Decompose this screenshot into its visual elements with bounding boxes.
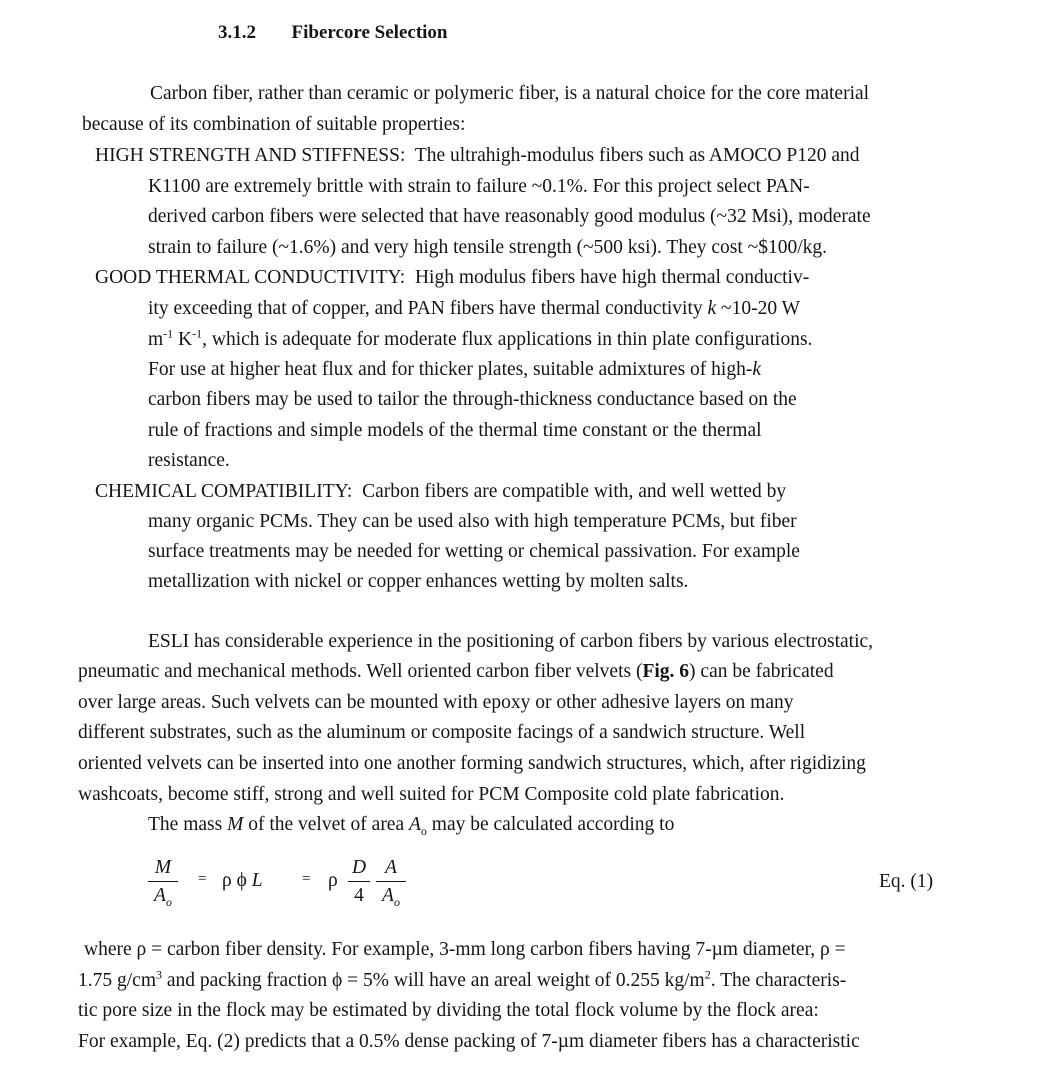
- esli-line-6: washcoats, become stiff, strong and well suited for PCM Composite cold plate fabrication.: [78, 784, 785, 805]
- cm-exponent: 3: [156, 967, 162, 982]
- eq-denominator-sub2: o: [393, 894, 400, 909]
- thermal-line-1: [95, 268, 809, 288]
- eq-l: L: [251, 870, 263, 891]
- eq-numerator-d: D: [351, 857, 367, 878]
- esli-line-2-b: ) can be fabricated: [689, 661, 834, 682]
- thermal-line-4-text: For use at higher heat flux and for thicker plates, suitable admixtures of high-: [148, 359, 753, 380]
- unit-k-exp: -1: [192, 326, 203, 341]
- after-line-2: [78, 967, 847, 991]
- mass-line: [148, 814, 675, 838]
- chemical-line-3: surface treatments may be needed for wetting or chemical passivation. For example: [148, 541, 800, 562]
- intro-line-2: because of its combination of suitable properties:: [82, 114, 466, 135]
- frac-d-over-4: [348, 858, 370, 905]
- area-subscript: o: [420, 823, 427, 838]
- equation-label: Eq. (1): [879, 871, 934, 892]
- eq-rho-2: ρ: [328, 870, 338, 891]
- section-title: Fibercore Selection: [291, 22, 448, 43]
- thermal-line-3-end: , which is adequate for moderate flux applications in thin plate configurations.: [202, 329, 813, 350]
- strength-line-2: K1100 are extremely brittle with strain to failure ~0.1%. For this project select PAN-: [148, 176, 810, 197]
- strength-line-4: strain to failure (~1.6%) and very high tensile strength (~500 ksi). They cost ~$100/kg.: [148, 237, 827, 258]
- thermal-line-2-end: ~10-20 W: [716, 298, 801, 319]
- unit-m: m: [148, 329, 164, 350]
- chemical-text: Carbon fibers are compatible with, and well wetted by: [362, 481, 787, 502]
- frac-bar-1: [148, 881, 178, 882]
- chemical-line-1: [95, 482, 786, 502]
- fig-6-reference: Fig. 6: [642, 661, 690, 682]
- thermal-text: High modulus fibers have high thermal conductiv-: [414, 267, 810, 288]
- after-line-2-c: . The characteris-: [710, 970, 847, 991]
- eq-numerator-m: M: [154, 857, 172, 878]
- intro-line-1: Carbon fiber, rather than ceramic or polymeric fiber, is a natural choice for the core material: [150, 83, 870, 104]
- after-line-4: For example, Eq. (2) predicts that a 0.5% dense packing of 7-µm diameter fibers has a characteristic: [78, 1031, 860, 1052]
- esli-line-1: ESLI has considerable experience in the positioning of carbon fibers by various electrostatic,: [148, 631, 874, 652]
- strength-line-1: [95, 146, 860, 166]
- unit-k: K: [173, 329, 193, 350]
- after-line-1: where ρ = carbon fiber density. For example, 3-mm long carbon fibers having 7-µm diameter, ρ =: [84, 939, 846, 960]
- section-heading: [218, 22, 448, 44]
- thermal-line-3: [148, 326, 813, 350]
- frac-bar-3: [376, 881, 406, 882]
- strength-text: The ultrahigh-modulus fibers such as AMOCO P120 and: [414, 145, 860, 166]
- unit-m-exp: -1: [163, 326, 174, 341]
- section-number: 3.1.2: [218, 22, 256, 43]
- frac-m-over-a: [148, 857, 178, 909]
- frac-a-over-ao: [376, 857, 406, 909]
- k-symbol: k: [707, 298, 717, 319]
- mass-line-b: of the velvet of area: [243, 814, 409, 835]
- chemical-label: CHEMICAL COMPATIBILITY:: [95, 481, 353, 502]
- esli-line-2: [78, 662, 834, 682]
- eq-denominator-a: A: [154, 884, 166, 906]
- mass-line-a: The mass: [148, 814, 228, 835]
- thermal-line-7: resistance.: [148, 450, 230, 471]
- thermal-line-2: [148, 299, 800, 319]
- after-line-3: tic pore size in the flock may be estimated by dividing the total flock volume by the flock area:: [78, 1000, 819, 1021]
- chemical-line-4: metallization with nickel or copper enhances wetting by molten salts.: [148, 571, 689, 592]
- m-exponent: 2: [704, 967, 711, 982]
- after-line-2-a: 1.75 g/cm: [78, 970, 156, 991]
- eq-equals-1: =: [198, 871, 207, 887]
- eq-rho-phi-l: [222, 871, 263, 891]
- eq-phi: ϕ: [236, 870, 247, 891]
- after-line-2-b: and packing fraction ϕ = 5% will have an areal weight of 0.255 kg/m: [162, 970, 705, 991]
- strength-line-3: derived carbon fibers were selected that have reasonably good modulus (~32 Msi), moderate: [148, 206, 871, 227]
- esli-line-3: over large areas. Such velvets can be mounted with epoxy or other adhesive layers on many: [78, 692, 794, 713]
- eq-denominator-4: 4: [354, 884, 364, 906]
- eq-denominator-a2: A: [382, 884, 394, 906]
- thermal-line-4: [148, 360, 761, 380]
- thermal-label: GOOD THERMAL CONDUCTIVITY:: [95, 267, 406, 288]
- eq-denominator-sub: o: [165, 894, 172, 909]
- eq-numerator-a: A: [385, 857, 397, 878]
- esli-line-2-a: pneumatic and mechanical methods. Well oriented carbon fiber velvets (: [78, 661, 643, 682]
- mass-line-c: may be calculated according to: [426, 814, 675, 835]
- chemical-line-2: many organic PCMs. They can be used also with high temperature PCMs, but fiber: [148, 511, 797, 532]
- esli-line-4: different substrates, such as the aluminum or composite facings of a sandwich structure. Well: [78, 722, 806, 743]
- frac-bar-2: [348, 881, 370, 882]
- high-k-symbol: k: [752, 359, 761, 380]
- eq-rho-1: ρ: [222, 870, 232, 891]
- strength-label: HIGH STRENGTH AND STIFFNESS:: [95, 145, 406, 166]
- thermal-line-6: rule of fractions and simple models of the thermal time constant or the thermal: [148, 420, 762, 441]
- mass-symbol: M: [227, 814, 244, 835]
- eq-equals-2: =: [302, 871, 311, 887]
- area-symbol: A: [409, 814, 421, 835]
- thermal-line-5: carbon fibers may be used to tailor the through-thickness conductance based on the: [148, 389, 797, 410]
- esli-line-5: oriented velvets can be inserted into one another forming sandwich structures, which, after rigidizing: [78, 753, 866, 774]
- thermal-line-2-text: ity exceeding that of copper, and PAN fibers have thermal conductivity: [148, 298, 703, 319]
